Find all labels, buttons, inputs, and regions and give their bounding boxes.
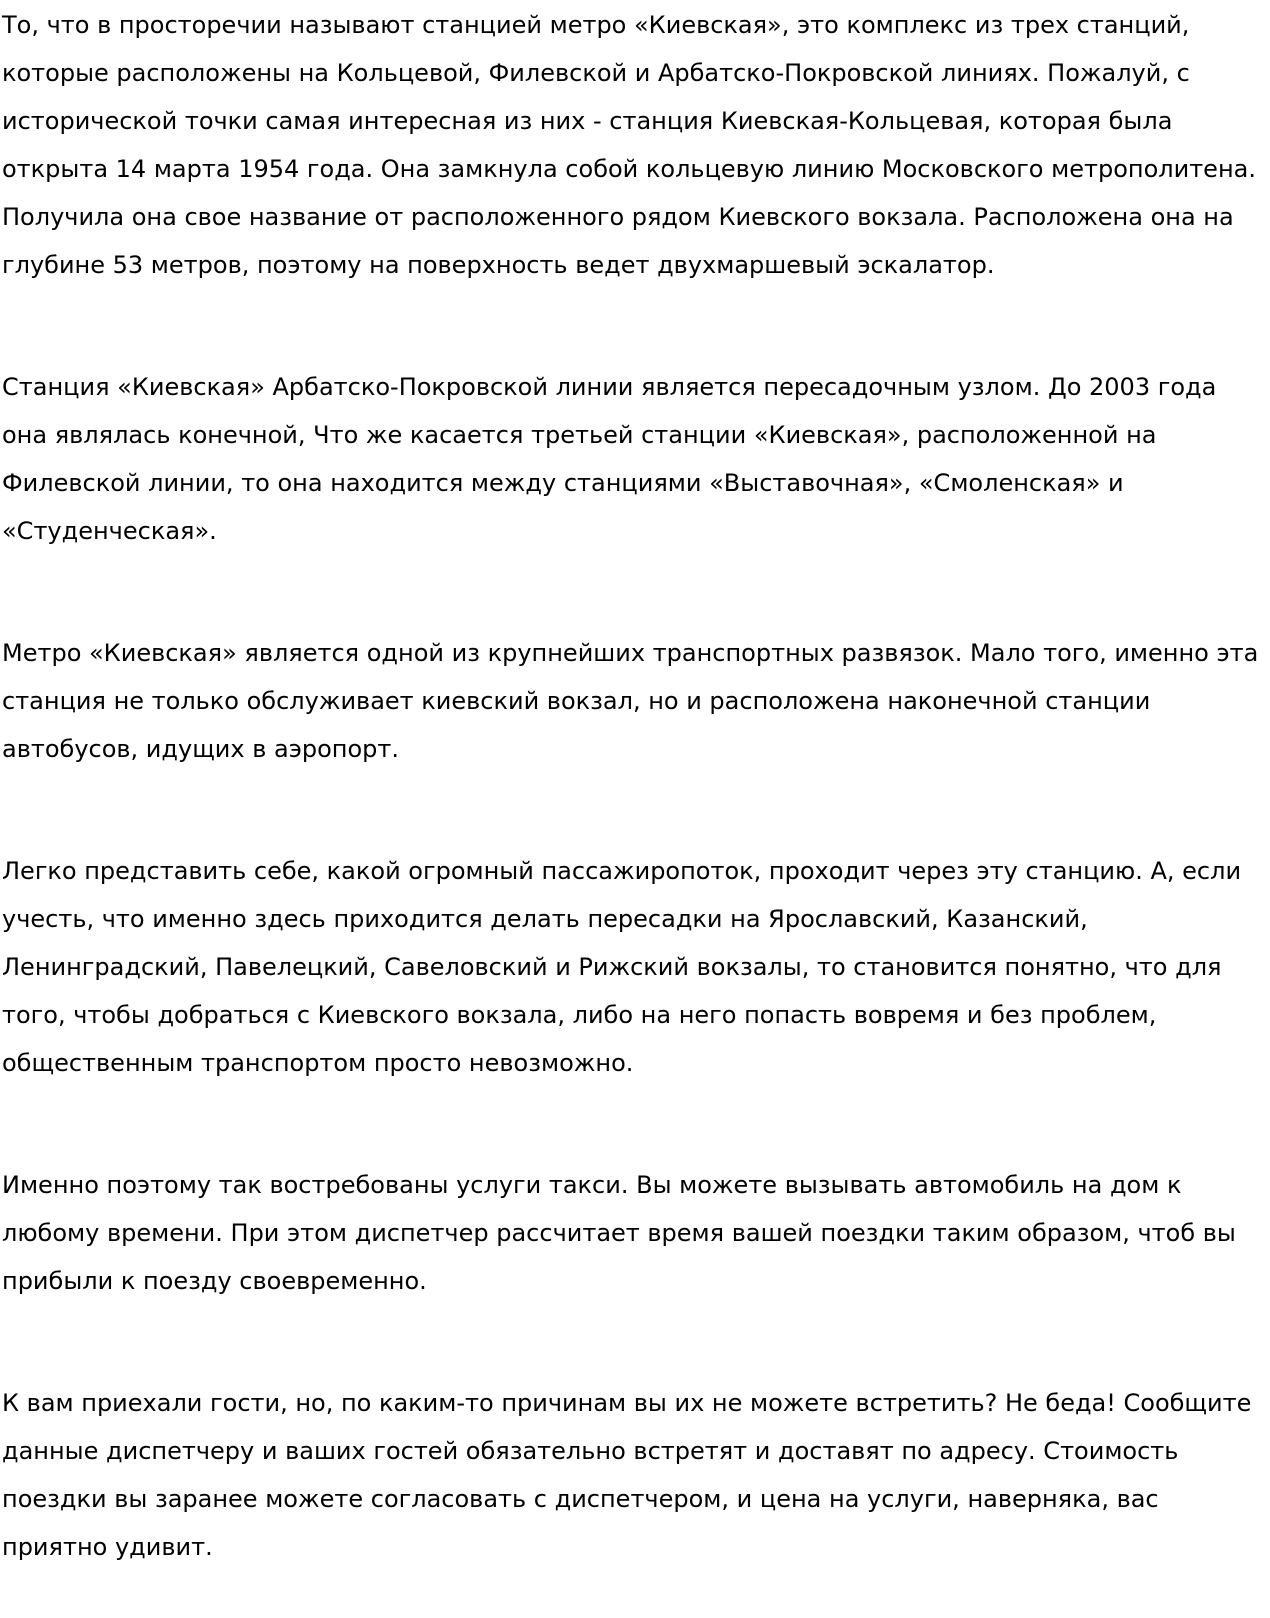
paragraph-arbatsko-pokrovskaya-station: Станция «Киевская» Арбатско-Покровской линии является пересадочным узлом. До 2003 года она являлась конечной, Что же касается третьей станции «Киевская», расположенной на Филевской линии, то она находится между станциями «Выставочная», «Смоленская» и «Студенческая». [2,373,1217,545]
paragraph-transport-hub: Метро «Киевская» является одной из крупнейших транспортных развязок. Мало того, именно эта станция не только обслуживает киевский вокзал, но и расположена наконечной станции автобусов, идущих в аэропорт. [2,639,1259,763]
paragraph-guests-pickup: К вам приехали гости, но, по каким-то причинам вы их не можете встретить? Не беда! Сообщите данные диспетчеру и ваших гостей обязательно встретят и доставят по адресу. Стоимость поездки вы заранее можете согласовать с диспетчером, и цена на услуги, наверняка, вас приятно удивит. [2,1389,1252,1561]
paragraph-intro-kievskaya-complex: То, что в просторечии называют станцией метро «Киевская», это комплекс из трех станций, которые расположены на Кольцевой, Филевской и Арбатско-Покровской линиях. Пожалуй, с исторической точки самая интересная из них - станция Киевская-Кольцевая, которая была открыта 14 марта 1954 года. Она замкнула собой кольцевую линию Московского метрополитена. Получила она свое название от расположенного рядом Киевского вокзала. Расположена она на глубине 53 метров, поэтому на поверхность ведет двухмаршевый эскалатор. [2,11,1256,279]
paragraph-passenger-flow: Легко представить себе, какой огромный пассажиропоток, проходит через эту станцию. А, если учесть, что именно здесь приходится делать пересадки на Ярославский, Казанский, Ленинградский, Павелецкий, Савеловский и Рижский вокзалы, то становится понятно, что для того, чтобы добраться с Киевского вокзала, либо на него попасть вовремя и без проблем, общественным транспортом просто невозможно. [2,857,1242,1077]
paragraph-taxi-services: Именно поэтому так востребованы услуги такси. Вы можете вызывать автомобиль на дом к любому времени. При этом диспетчер рассчитает время вашей поездки таким образом, чтоб вы прибыли к поезду своевременно. [2,1171,1236,1295]
